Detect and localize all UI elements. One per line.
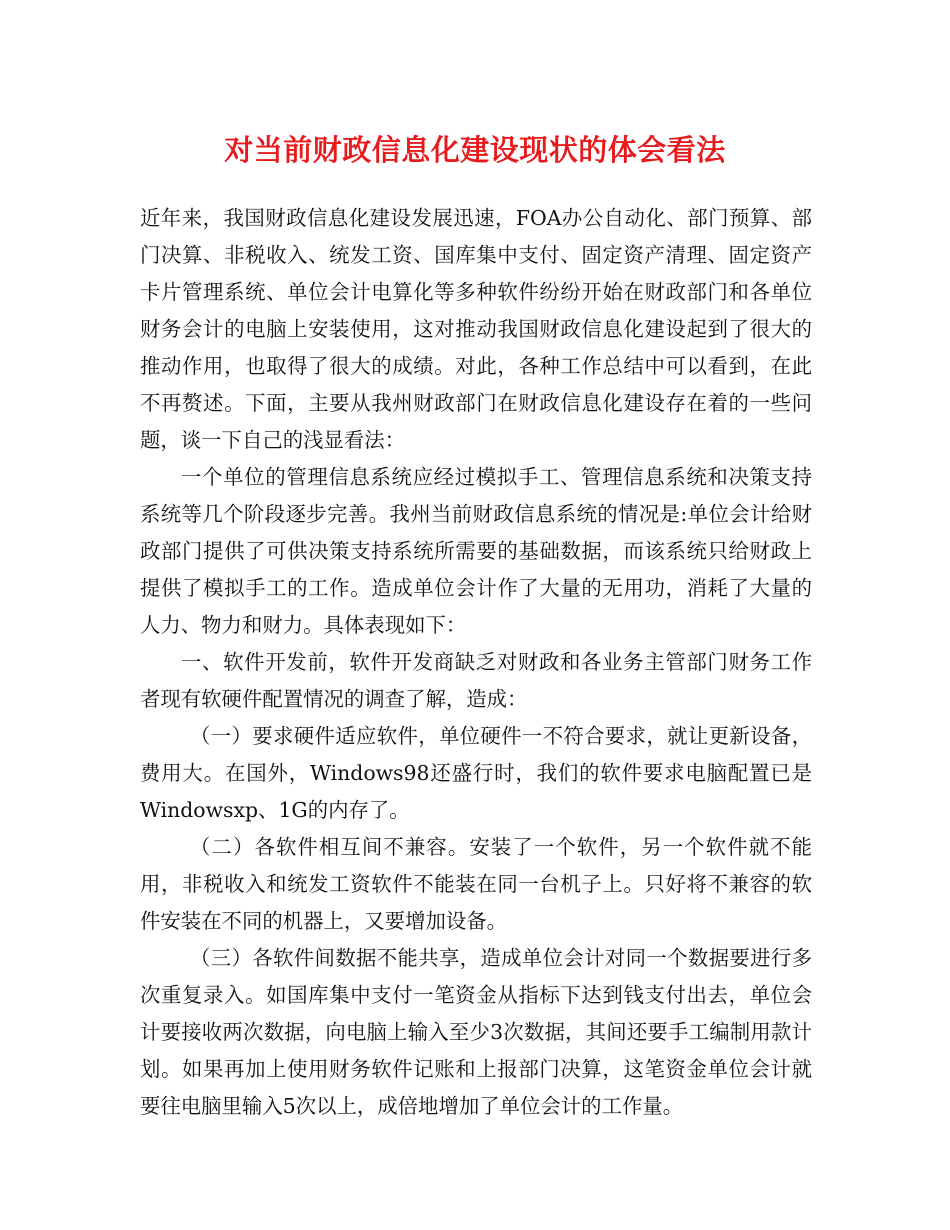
paragraph-item-three: （三）各软件间数据不能共享，造成单位会计对同一个数据要进行多次重复录入。如国库集中支付一笔资金从指标下达到钱支付出去，单位会计要接收两次数据，向电脑上输入至少3次数据，其间还要手工编制用款计划。如果再加上使用财务软件记账和上报部门决算，这笔资金单位会计就要往电脑里输入5次以上，成倍地增加了单位会计的工作量。 xyxy=(140,946,812,1118)
paragraph-item-two: （二）各软件相互间不兼容。安装了一个软件，另一个软件就不能用，非税收入和统发工资软件不能装在同一台机子上。只好将不兼容的软件安装在不同的机器上，又要增加设备。 xyxy=(140,835,812,933)
paragraph-item-one: （一）要求硬件适应软件，单位硬件一不符合要求，就让更新设备，费用大。在国外，Windows98还盛行时，我们的软件要求电脑配置已是Windowsxp、1G的内存了。 xyxy=(140,724,812,822)
paragraph-system-stages: 一个单位的管理信息系统应经过模拟手工、管理信息系统和决策支持系统等几个阶段逐步完善。我州当前财政信息系统的情况是:单位会计给财政部门提供了可供决策支持系统所需要的基础数据，而该系统只给财政上提供了模拟手工的工作。造成单位会计作了大量的无用功，消耗了大量的人力、物力和财力。具体表现如下： xyxy=(140,465,812,637)
paragraph-intro: 近年来，我国财政信息化建设发展迅速，FOA办公自动化、部门预算、部门决算、非税收入、统发工资、国库集中支付、固定资产清理、固定资产卡片管理系统、单位会计电算化等多种软件纷纷开始在财政部门和各单位财务会计的电脑上安装使用，这对推动我国财政信息化建设起到了很大的推动作用，也取得了很大的成绩。对此，各种工作总结中可以看到，在此不再赘述。下面，主要从我州财政部门在财政信息化建设存在着的一些问题，谈一下自己的浅显看法： xyxy=(140,206,812,452)
document-title: 对当前财政信息化建设现状的体会看法 xyxy=(224,133,726,167)
paragraph-section-one: 一、软件开发前，软件开发商缺乏对财政和各业务主管部门财务工作者现有软硬件配置情况的调查了解，造成： xyxy=(140,650,812,711)
document-body xyxy=(140,200,812,1125)
